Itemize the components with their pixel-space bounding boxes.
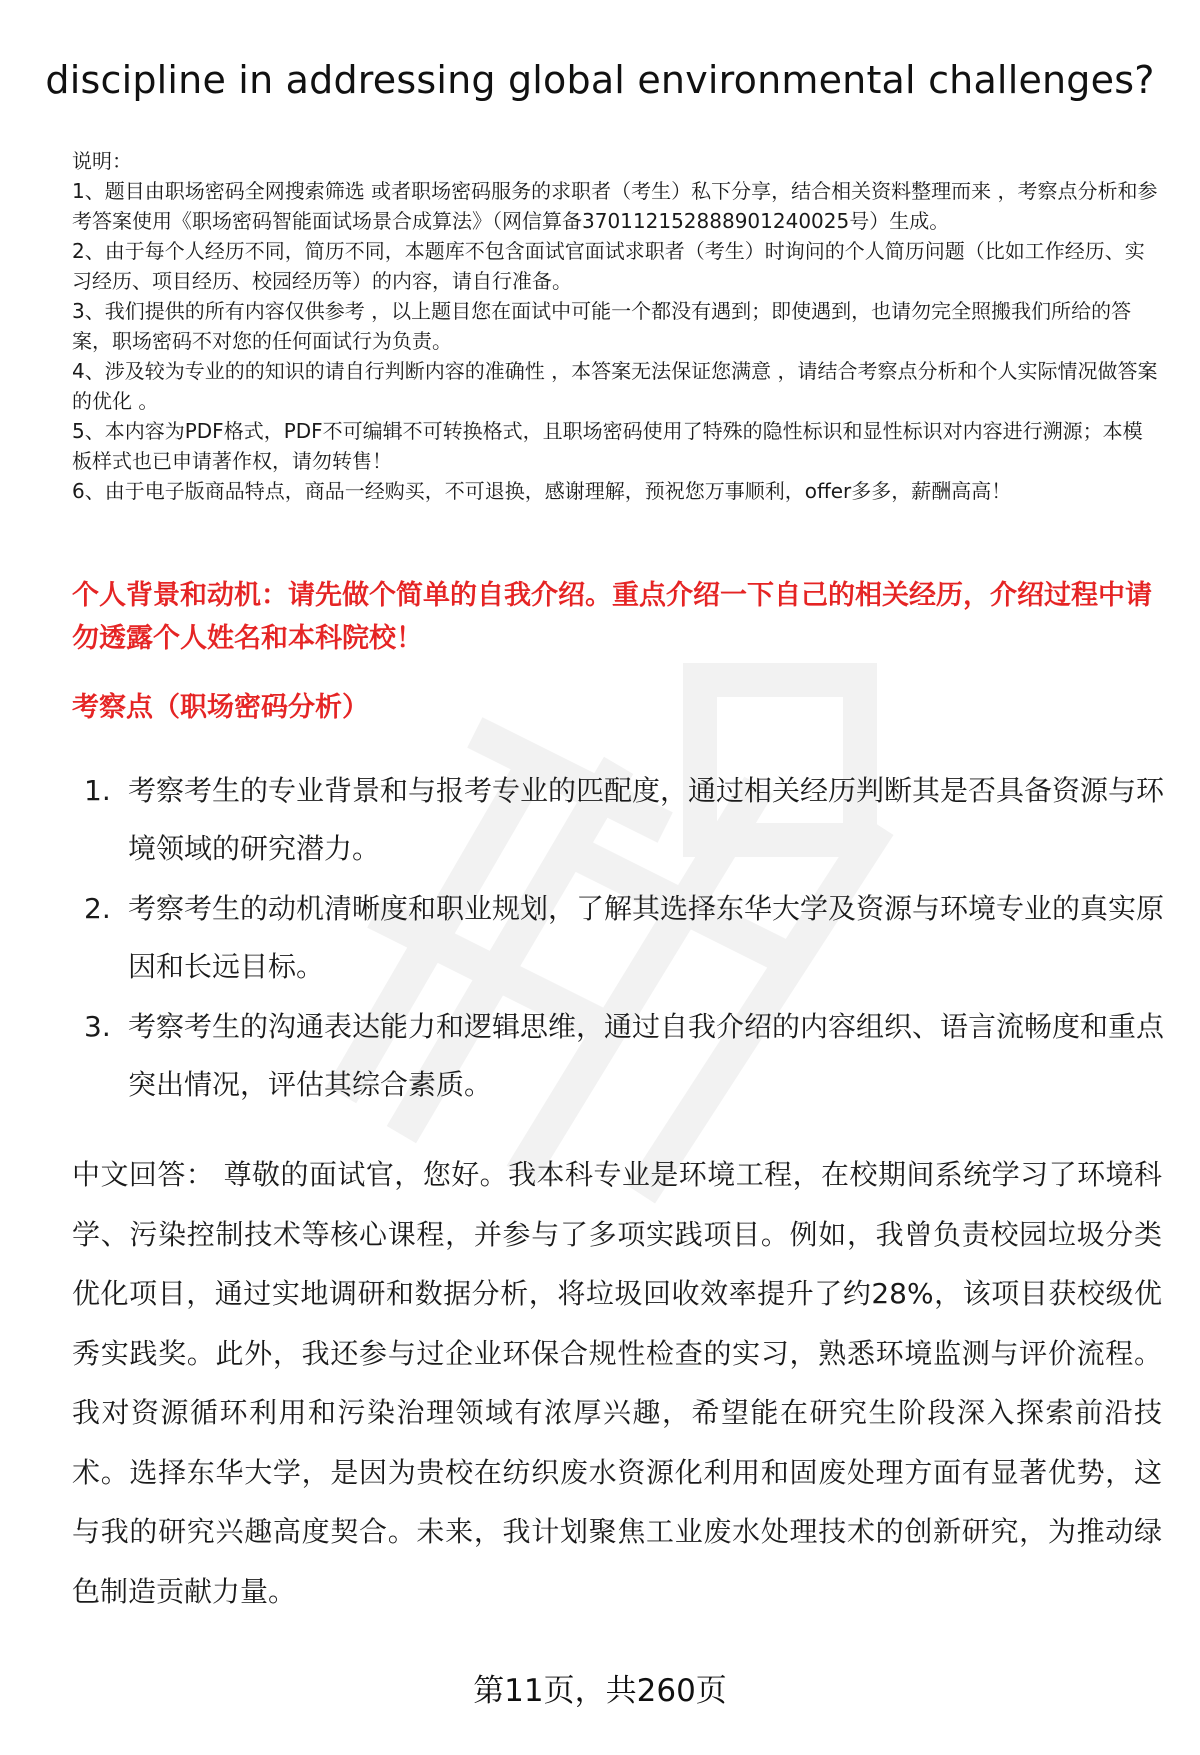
notes-label: 说明： — [72, 149, 132, 173]
answer-label: 中文回答： — [72, 1158, 215, 1191]
notes-section — [72, 146, 1162, 506]
note-item: 1、题目由职场密码全网搜索筛选 或者职场密码服务的求职者（考生）私下分享，结合相关资料整理而来 ，考察点分析和参考答案使用《职场密码智能面试场景合成算法》（网信算备370112152888901240025号）生成。 — [72, 179, 1158, 233]
note-item: 3、我们提供的所有内容仅供参考 ，以上题目您在面试中可能一个都没有遇到；即使遇到，也请勿完全照搬我们所给的答案，职场密码不对您的任何面试行为负责。 — [72, 299, 1132, 353]
answer-text: 尊敬的面试官，您好。我本科专业是环境工程，在校期间系统学习了环境科学、污染控制技术等核心课程，并参与了多项实践项目。例如，我曾负责校园垃圾分类优化项目，通过实地调研和数据分析，将垃圾回收效率提升了约28%，该项目获校级优秀实践奖。此外，我还参与过企业环保合规性检查的实习，熟悉环境监测与评价流程。我对资源循环利用和污染治理领域有浓厚兴趣，希望能在研究生阶段深入探索前沿技术。选择东华大学，是因为贵校在纺织废水资源化利用和固废处理方面有显著优势，这与我的研究兴趣高度契合。未来，我计划聚焦工业废水处理技术的创新研究，为推动绿色制造贡献力量。 — [72, 1158, 1162, 1608]
point-text: 考察考生的动机清晰度和职业规划，了解其选择东华大学及资源与环境专业的真实原因和长远目标。 — [128, 892, 1165, 983]
analysis-point — [84, 762, 1164, 878]
interview-question: 个人背景和动机：请先做个简单的自我介绍。重点介绍一下自己的相关经历，介绍过程中请勿透露个人姓名和本科院校！ — [72, 580, 1152, 654]
point-number: 1. — [84, 774, 111, 807]
note-item: 5、本内容为PDF格式，PDF不可编辑不可转换格式，且职场密码使用了特殊的隐性标识和显性标识对内容进行溯源；本模板样式也已申请著作权，请勿转售！ — [72, 419, 1143, 473]
analysis-points-list — [84, 762, 1164, 1116]
point-number: 2. — [84, 892, 111, 925]
analysis-point — [84, 880, 1164, 996]
note-item: 6、由于电子版商品特点，商品一经购买，不可退换，感谢理解，预祝您万事顺利，offer多多，薪酬高高！ — [72, 479, 1012, 503]
point-text: 考察考生的沟通表达能力和逻辑思维，通过自我介绍的内容组织、语言流畅度和重点突出情况，评估其综合素质。 — [128, 1010, 1165, 1101]
answer-paragraph — [72, 1145, 1162, 1621]
question-heading-fragment: discipline in addressing global environmental challenges? — [45, 58, 1155, 102]
analysis-title: 考察点（职场密码分析） — [72, 692, 369, 723]
note-item: 2、由于每个人经历不同，简历不同，本题库不包含面试官面试求职者（考生）时询问的个人简历问题（比如工作经历、实习经历、项目经历、校园经历等）的内容，请自行准备。 — [72, 239, 1145, 293]
analysis-point — [84, 998, 1164, 1114]
point-number: 3. — [84, 1010, 111, 1043]
page-number-footer: 第11页，共260页 — [473, 1673, 727, 1709]
note-item: 4、涉及较为专业的的知识的请自行判断内容的准确性 ，本答案无法保证您满意 ，请结合考察点分析和个人实际情况做答案的优化 。 — [72, 359, 1158, 413]
point-text: 考察考生的专业背景和与报考专业的匹配度，通过相关经历判断其是否具备资源与环境领域的研究潜力。 — [128, 774, 1165, 865]
